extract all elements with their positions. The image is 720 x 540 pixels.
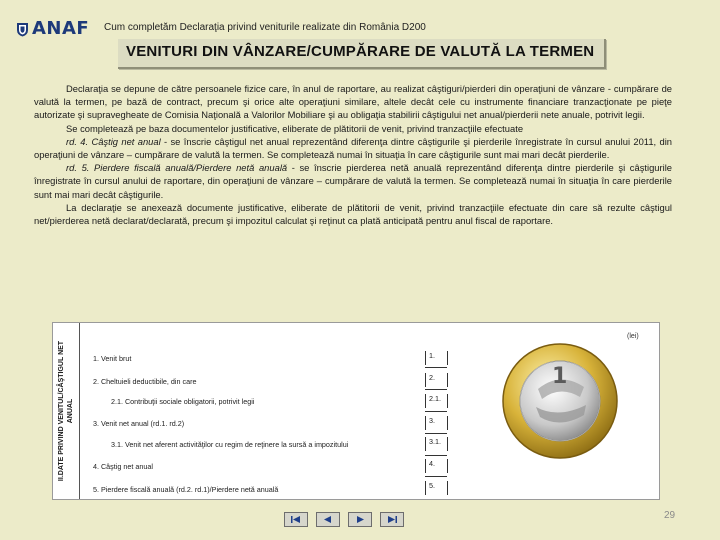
shield-icon [16, 22, 29, 37]
anaf-logo [16, 18, 90, 39]
paragraph-3 [34, 135, 672, 161]
paragraph-3-heading: rd. 4. Câştig net anual [66, 135, 161, 147]
svg-text:1: 1 [552, 364, 568, 389]
side-label-line-1: II.DATE PRIVIND VENITUL/CÂŞTIGUL NET [58, 340, 65, 482]
row-number-4: 4. [425, 459, 448, 473]
row-number-1: 1. [425, 351, 448, 365]
next-page-icon [354, 515, 366, 524]
form-row-3: 3. Venit net anual (rd.1. rd.2) [93, 419, 185, 428]
paragraph-2: Se completează pe baza documentelor justificative, eliberate de plătitorii de venit, privind tranzacţiile efectuate [66, 122, 524, 134]
row-number-3-1: 3.1. [425, 437, 448, 451]
side-label-line-2: ANUAL [67, 398, 74, 424]
page-number: 29 [664, 510, 676, 521]
euro-coin-icon [500, 341, 620, 461]
slide-title: VENITURI DIN VÂNZARE/CUMPĂRARE DE VALUTĂ LA TERMEN [126, 43, 595, 60]
paragraph-5: La declaraţie se anexează documente justificative, eliberate de plătitorii de venit, privind tranzacţiile efectuate din care să rezulte câştigul net/pierderea netă declarat/declarată, precum şi impozitul calculat şi reţinut ca plată anticipată pentru anul fiscal de raportare. [34, 201, 672, 227]
row-divider [425, 367, 447, 368]
last-page-icon [386, 515, 398, 524]
form-row-5: 5. Pierdere fiscală anuală (rd.2. rd.1)/Pierdere netă anuală [93, 485, 279, 494]
form-row-3-1: 3.1. Venit net aferent activităţilor cu regim de reţinere la sursă a impozitului [111, 440, 349, 449]
form-section-side-label [53, 323, 80, 499]
previous-slide-button[interactable] [316, 512, 340, 527]
first-slide-button[interactable] [284, 512, 308, 527]
form-row-1: 1. Venit brut [93, 354, 132, 363]
paragraph-3-text: - se înscrie câştigul net anual reprezentând diferenţa dintre câştigurile şi pierderile înregistrate în cursul anului 2011, din operaţiuni de vânzare – cumpărare de valută la termen. Se completează numai în situaţia în care câştigurile sunt mai mari decât pierderile. [34, 135, 672, 161]
slide-navigation [284, 512, 404, 527]
row-number-2: 2. [425, 373, 448, 387]
row-number-2-1: 2.1. [425, 394, 448, 408]
header [0, 0, 720, 60]
form-row-2: 2. Cheltuieli deductibile, din care [93, 377, 197, 386]
row-divider [425, 433, 447, 434]
form-excerpt-image [52, 322, 660, 500]
logo-text: ANAF [32, 18, 90, 39]
row-divider [425, 455, 447, 456]
paragraph-4-heading: rd. 5. Pierdere fiscală anuală/Pierdere netă anuală [66, 162, 288, 174]
row-divider [425, 476, 447, 477]
presentation-subtitle: Cum completăm Declaraţia privind veniturile realizate din România D200 [104, 22, 426, 33]
row-number-5: 5. [425, 481, 448, 495]
form-row-4: 4. Câştig net anual [93, 462, 153, 471]
slide-content [34, 82, 672, 227]
next-slide-button[interactable] [348, 512, 372, 527]
row-number-3: 3. [425, 416, 448, 430]
row-divider [425, 389, 447, 390]
row-divider [425, 411, 447, 412]
last-slide-button[interactable] [380, 512, 404, 527]
paragraph-4 [34, 161, 672, 201]
paragraph-4-text: - se înscrie pierderea netă anuală reprezentând diferenţa dintre pierderile şi câştigurile înregistrate în cursul anului de raportare, din operaţiuni de vânzare – cumpărare de valută la termen. Se completează numai în situaţia în care pierderile sunt mai mari decât câştigurile. [34, 162, 672, 200]
slide-title-box [118, 39, 606, 69]
paragraph-1: Declaraţia se depune de către persoanele fizice care, în anul de raportare, au realizat câştiguri/pierderi din operaţiuni de vânzare - cumpărare de valută la termen, pe bază de contract, precum şi orice alte operaţiuni similare, altele decât cele cu instrumente financiare tranzacţionate pe pieţe autorizate şi supravegheate de Comisia Naţională a Valorilor Mobiliare şi au obligaţia stabilirii câştigului net anual/pierderii nete anuale, potrivit legii. [34, 83, 672, 121]
form-row-2-1: 2.1. Contribuţii sociale obligatorii, potrivit legii [111, 397, 255, 406]
previous-page-icon [322, 515, 334, 524]
currency-label: (lei) [627, 333, 639, 340]
first-page-icon [290, 515, 302, 524]
